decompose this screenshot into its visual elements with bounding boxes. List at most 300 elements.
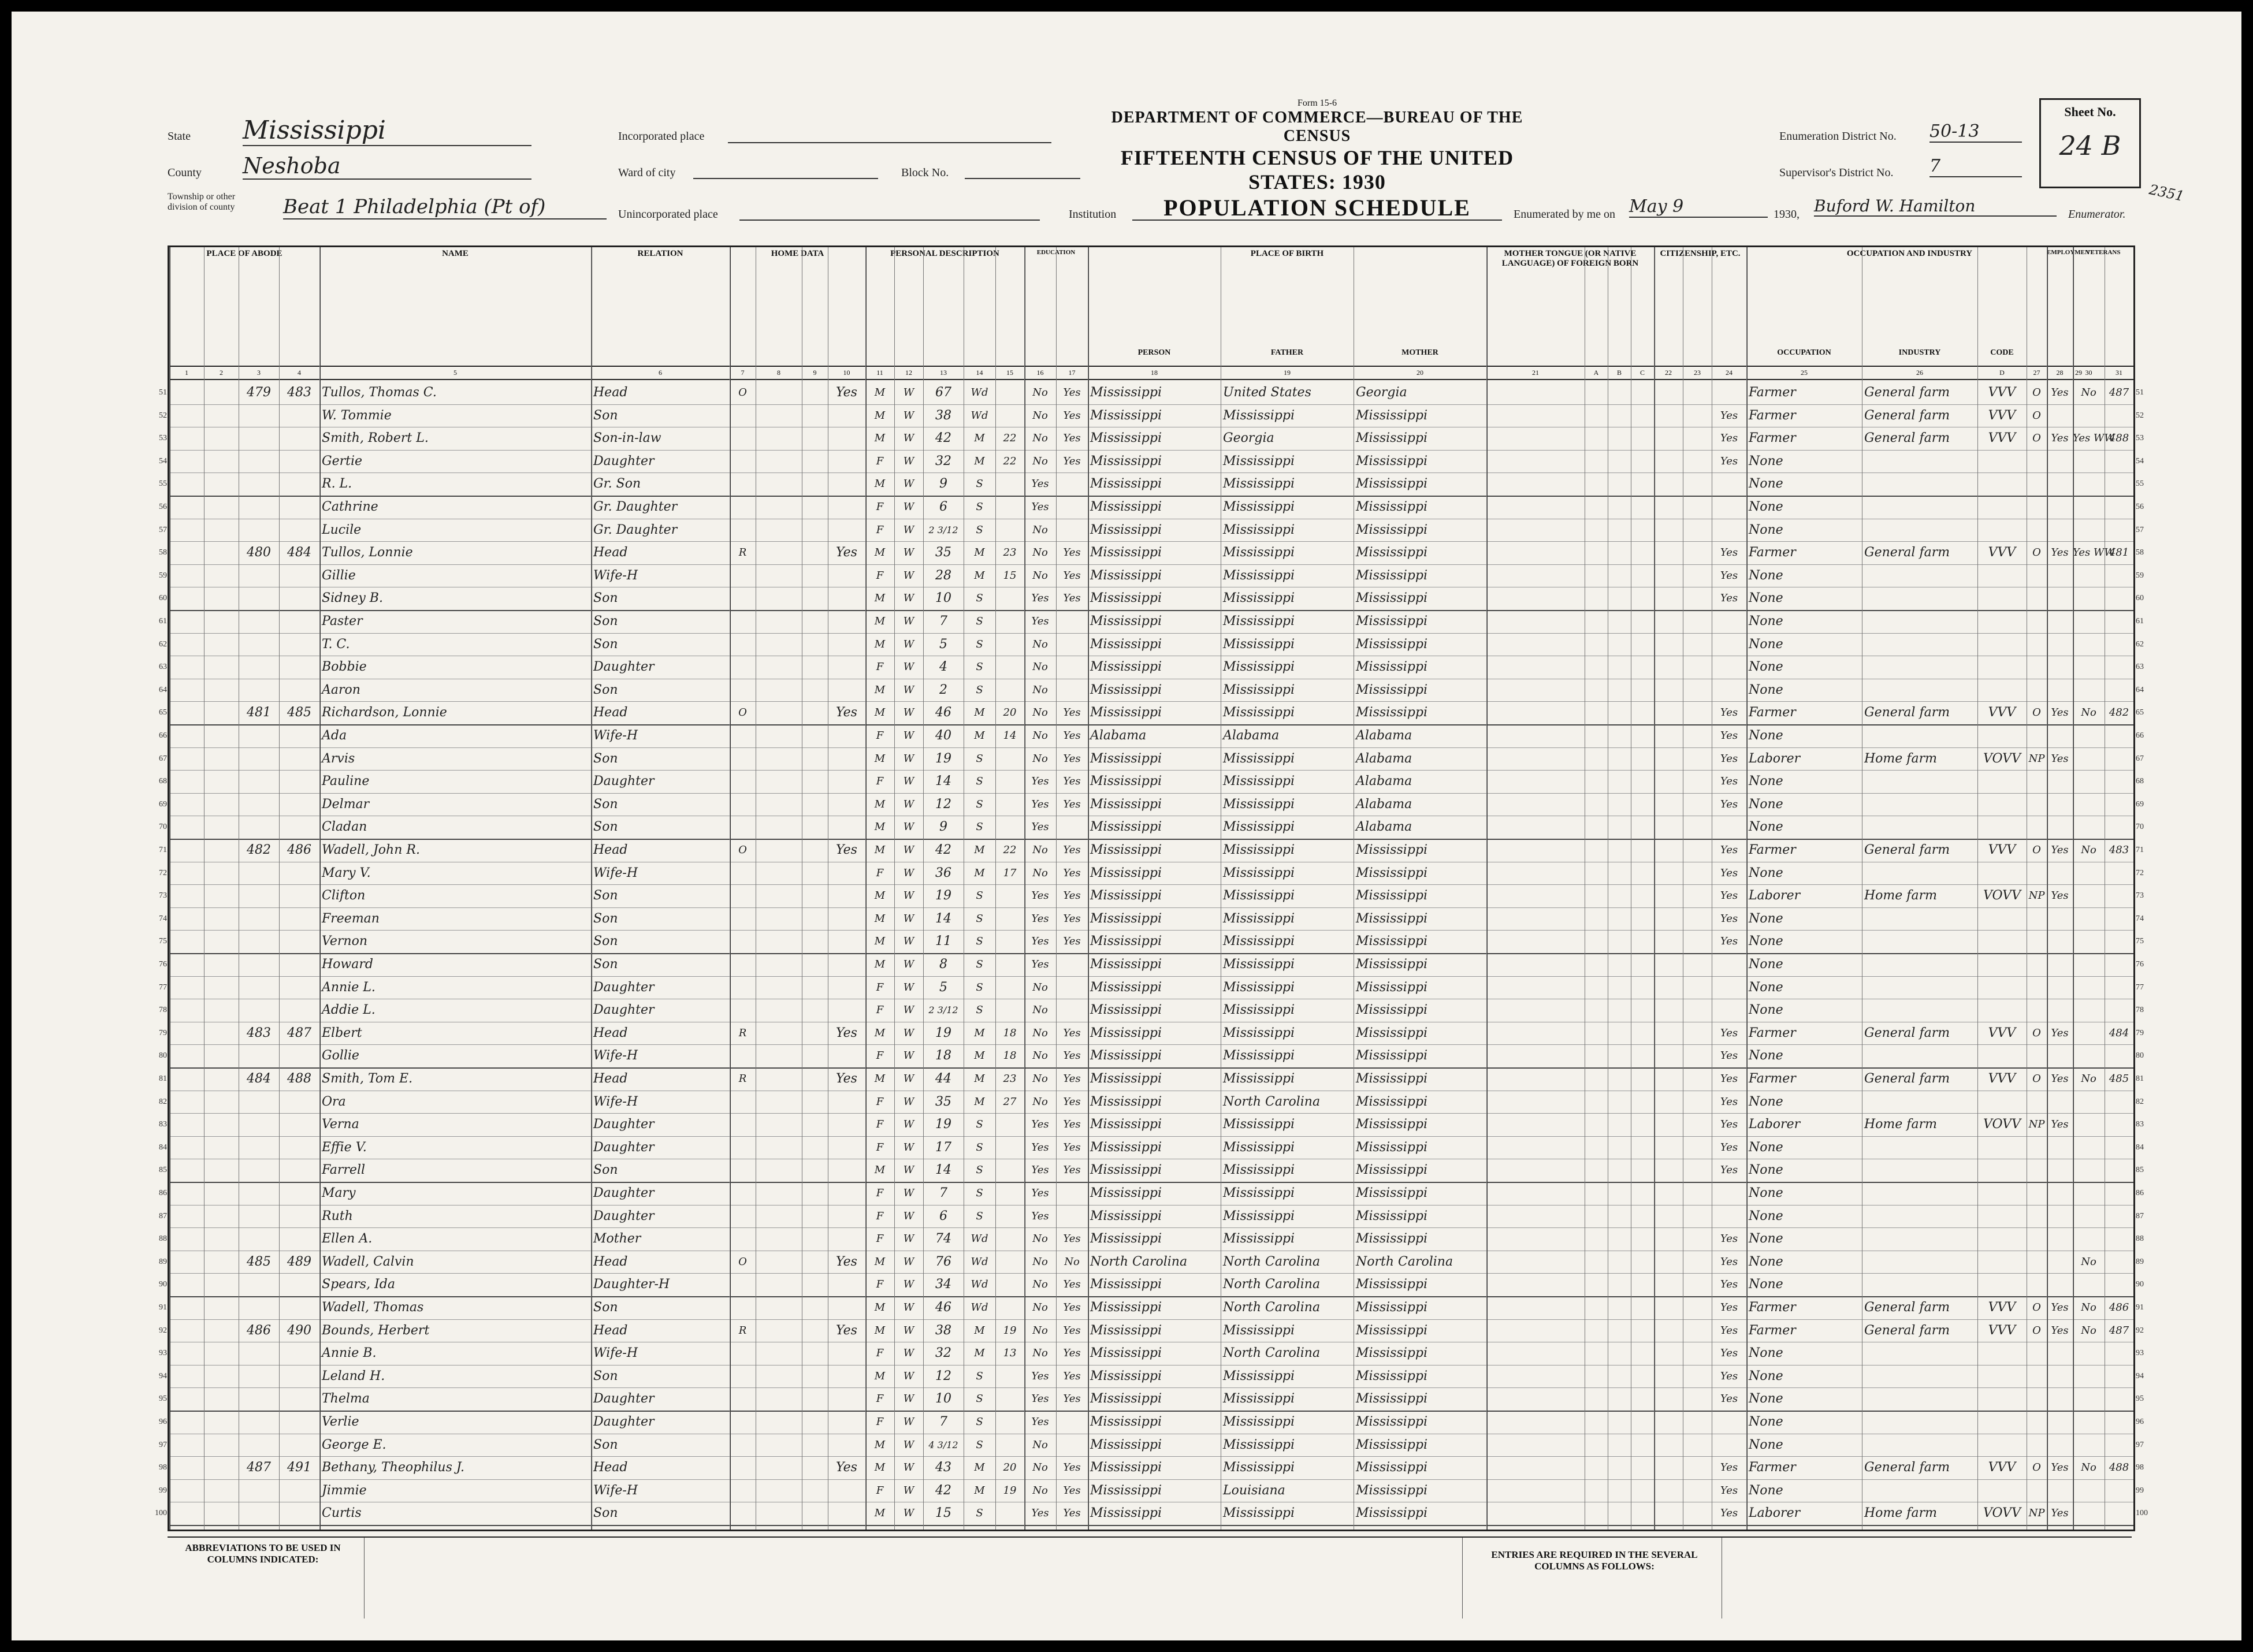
cell-cls: O [2032,1324,2041,1337]
cell-bp: Mississippi [1090,957,1162,972]
cell-mar: S [976,661,983,674]
cell-mar: S [976,1210,983,1222]
enumerator-name: Buford W. Hamilton [1814,196,2057,217]
cell-name: Smith, Tom E. [322,1071,413,1086]
cell-emp: Yes [2051,386,2069,399]
cell-agem: 17 [1003,866,1017,879]
row-number-right: 75 [2136,937,2144,946]
cell-mar: S [976,1507,983,1520]
cell-sex: F [876,1347,884,1360]
cell-code: VVV [1988,431,2016,446]
cell-occ: None [1749,682,1783,697]
row-number: 68 [159,777,167,786]
column-number: 13 [940,369,947,377]
cell-race: W [903,638,914,650]
cell-mar: S [976,912,983,925]
cell-race: W [903,1164,914,1177]
row-number: 88 [159,1234,167,1244]
cell-sch: Yes [1031,1164,1049,1177]
cell-rel: Wife-H [593,1483,638,1498]
cell-mar: Wd [971,386,988,399]
cell-eng: Yes [1720,1026,1738,1039]
enumerated-year: 1930, [1774,208,1800,221]
cell-occ: None [1749,637,1783,652]
cell-mbp: North Carolina [1356,1254,1453,1269]
cell-rel: Head [593,843,628,857]
table-row [159,907,2144,931]
cell-mbp: Mississippi [1356,408,1427,423]
cell-occ: None [1749,865,1783,880]
cell-bp: Mississippi [1090,705,1162,720]
cell-sch: Yes [1031,958,1049,970]
cell-fbp: North Carolina [1223,1346,1321,1361]
cell-mbp: Mississippi [1356,1208,1427,1223]
cell-age: 67 [935,385,951,400]
cell-sex: F [876,981,884,994]
cell-fbp: North Carolina [1223,1254,1321,1269]
cell-d: 482 [247,843,271,857]
cell-farm: Yes [836,843,857,857]
cell-sch: No [1032,386,1048,399]
cell-mar: S [976,890,983,902]
row-number: 70 [159,823,167,832]
cell-sch: No [1032,523,1048,536]
table-row [159,404,2144,428]
cell-sex: M [874,1255,886,1268]
cell-occ: None [1749,934,1783,949]
cell-race: W [903,775,914,788]
cell-own: R [738,1324,747,1337]
cell-read: Yes [1063,1461,1081,1474]
column-number: 29 [2075,369,2082,377]
cell-name: Aaron [322,682,360,697]
cell-mar: M [974,546,985,559]
cell-age: 28 [935,568,951,583]
cell-sch: No [1032,844,1048,856]
cell-sch: No [1032,1255,1048,1268]
cell-code: VVV [1988,705,2016,720]
cell-sex: F [876,501,884,513]
row-number-right: 98 [2136,1463,2144,1472]
cell-race: W [903,1255,914,1268]
row-number: 87 [159,1211,167,1221]
cell-fbp: Mississippi [1223,1391,1295,1407]
cell-agem: 20 [1003,1461,1017,1474]
block-label: Block No. [901,166,949,179]
cell-mbp: Mississippi [1356,1506,1427,1521]
cell-mbp: Mississippi [1356,1186,1427,1200]
cell-mbp: Alabama [1356,820,1412,835]
cell-fbp: Georgia [1223,431,1274,446]
cell-mbp: Mississippi [1356,568,1427,583]
cell-bp: Mississippi [1090,797,1162,812]
row-number: 85 [159,1166,167,1175]
cell-sex: F [876,569,884,582]
cell-race: W [903,912,914,925]
state-value: Mississippi [243,116,531,146]
cell-fbp: Mississippi [1223,1003,1295,1018]
ward-line [693,163,878,179]
cell-ind: General farm [1864,1460,1950,1475]
cell-mar: Wd [971,1278,988,1291]
row-number-right: 58 [2136,548,2144,557]
cell-sex: M [874,478,886,490]
row-number: 84 [159,1143,167,1152]
cell-ind: General farm [1864,1071,1950,1086]
column-number: 9 [813,369,817,377]
cell-age: 6 [939,1208,947,1223]
cell-f: 488 [287,1071,311,1086]
cell-rel: Son [593,637,618,652]
cell-read: Yes [1063,592,1081,605]
column-number: 28 [2056,369,2064,377]
row-number-right: 89 [2136,1257,2144,1266]
cell-read: Yes [1063,1507,1081,1520]
column-number: 30 [2085,369,2092,377]
cell-mar: Wd [971,1255,988,1268]
cell-bp: Mississippi [1090,1437,1162,1452]
cell-age: 40 [935,728,951,743]
row-number-right: 88 [2136,1234,2144,1244]
cell-age: 15 [935,1506,951,1521]
cell-sch: No [1032,1484,1048,1497]
row-number: 95 [159,1394,167,1404]
cell-agem: 23 [1003,546,1017,559]
cell-fbp: Mississippi [1223,568,1295,583]
cell-farm: Yes [836,1460,857,1475]
cell-rel: Son [593,911,618,926]
cell-d: 480 [247,545,271,560]
cell-name: Spears, Ida [322,1277,395,1292]
cell-f: 489 [287,1254,311,1269]
cell-bp: Mississippi [1090,843,1162,857]
cell-name: Wadell, John R. [322,843,420,857]
column-line [169,247,170,1530]
table-row [159,1022,2144,1045]
cell-sex: F [876,1004,884,1017]
row-number-right: 86 [2136,1189,2144,1197]
cell-mbp: Mississippi [1356,1460,1427,1475]
row-number-right: 52 [2136,411,2144,420]
row-number: 98 [159,1463,167,1472]
cell-d: 483 [247,1025,271,1040]
cell-farmno: 487 [2109,1324,2129,1337]
table-row [159,427,2144,451]
cell-mar: S [976,501,983,513]
column-line [279,247,280,1530]
cell-sch: No [1032,638,1048,650]
table-row [159,1067,2144,1091]
row-number-right: 91 [2136,1303,2144,1312]
cell-name: Bethany, Theophilus J. [322,1460,464,1475]
row-number-right: 64 [2136,685,2144,694]
cell-eng: Yes [1720,844,1738,856]
cell-age: 19 [935,1117,951,1132]
table-row [159,701,2144,725]
cell-eng: Yes [1720,1164,1738,1177]
cell-cls: NP [2028,1507,2045,1520]
table-row [159,587,2144,611]
schedule-title: POPULATION SCHEDULE [1163,195,1471,221]
cell-read: Yes [1063,844,1081,856]
cell-name: Smith, Robert L. [322,431,429,446]
cell-age: 42 [935,431,951,446]
row-number-right: 78 [2136,1006,2144,1015]
cell-occ: None [1749,1415,1783,1429]
cell-eng: Yes [1720,1255,1738,1268]
cell-rel: Gr. Daughter [593,500,678,514]
cell-agem: 22 [1003,432,1017,445]
cell-vet: Yes WW [2073,432,2115,445]
cell-race: W [903,1393,914,1405]
cell-occ: Farmer [1749,408,1796,423]
cell-occ: Farmer [1749,1323,1796,1338]
cell-mar: S [976,1416,983,1428]
row-number-right: 96 [2136,1417,2144,1426]
cell-mbp: Mississippi [1356,980,1427,995]
cell-mar: S [976,523,983,536]
group-employment: EMPLOYMENT [2047,249,2094,256]
cell-sch: No [1032,661,1048,674]
table-row [159,884,2144,908]
cell-rel: Head [593,1460,628,1475]
cell-read: Yes [1063,546,1081,559]
cell-f: 484 [287,545,311,560]
row-number-right: 53 [2136,434,2144,443]
cell-name: Clifton [322,888,366,903]
cell-fbp: Alabama [1223,728,1280,743]
cell-race: W [903,1438,914,1451]
unincorporated-label: Unincorporated place [618,208,718,221]
cell-occ: None [1749,1346,1783,1361]
cell-vet: No [2081,1324,2096,1337]
cell-eng: Yes [1720,798,1738,810]
cell-farm: Yes [836,705,857,720]
cell-name: Vernon [322,934,367,949]
cell-bp: Mississippi [1090,1071,1162,1086]
institution-label: Institution [1069,208,1117,221]
cell-age: 44 [935,1071,951,1086]
cell-f: 485 [287,705,311,720]
cell-f: 487 [287,1025,311,1040]
cell-age: 35 [935,1094,951,1109]
cell-age: 42 [935,843,951,857]
cell-sex: M [874,1164,886,1177]
cell-name: Addie L. [322,1003,376,1018]
cell-age: 2 3/12 [928,1004,958,1016]
cell-fbp: Mississippi [1223,1163,1295,1178]
cell-bp: Mississippi [1090,1208,1162,1223]
cell-age: 74 [935,1231,951,1247]
cell-fbp: Mississippi [1223,1140,1295,1155]
cell-sex: F [876,1484,884,1497]
row-number-right: 76 [2136,960,2144,969]
column-number: D [1999,369,2005,377]
cell-age: 9 [939,477,947,492]
cell-sch: Yes [1031,1187,1049,1199]
row-number: 94 [159,1371,167,1381]
cell-read: Yes [1063,730,1081,742]
group-home: HOME DATA [771,249,824,258]
cell-mbp: Mississippi [1356,660,1427,675]
cell-rel: Son [593,797,618,812]
cell-mbp: Mississippi [1356,500,1427,514]
cell-eng: Yes [1720,592,1738,605]
cell-rel: Son [593,1437,618,1452]
cell-name: Curtis [322,1506,362,1521]
cell-fbp: Mississippi [1223,980,1295,995]
cell-age: 9 [939,820,947,835]
column-line [995,247,996,1530]
cell-mar: M [974,1073,985,1085]
cell-emp: Yes [2051,1301,2069,1314]
table-row [159,976,2144,1000]
cell-age: 76 [935,1254,951,1269]
table-row [159,1434,2144,1457]
cell-mar: M [974,432,985,445]
cell-race: W [903,1141,914,1154]
cell-mar: Wd [971,1301,988,1314]
cell-read: Yes [1063,432,1081,445]
row-number-right: 60 [2136,594,2144,603]
row-number-right: 54 [2136,456,2144,466]
cell-race: W [903,1507,914,1520]
cell-race: W [903,1187,914,1199]
cell-sex: M [874,546,886,559]
cell-sch: Yes [1031,1416,1049,1428]
cell-fbp: Mississippi [1223,934,1295,949]
cell-fbp: Mississippi [1223,1186,1295,1200]
cell-read: Yes [1063,912,1081,925]
cell-occ: Laborer [1749,751,1801,766]
cell-rel: Wife-H [593,1346,638,1361]
cell-race: W [903,1370,914,1382]
cell-name: Annie B. [322,1346,377,1361]
cell-sch: Yes [1031,615,1049,627]
cell-d: 487 [247,1460,271,1475]
cell-mbp: Mississippi [1356,522,1427,537]
row-number: 80 [159,1051,167,1061]
cell-name: Lucile [322,522,362,537]
cell-occ: None [1749,591,1783,606]
column-number: C [1639,369,1645,377]
block-line [965,163,1080,179]
cell-sex: F [876,1141,884,1154]
group-name: NAME [442,249,469,258]
table-row [159,724,2144,748]
cell-sex: F [876,1095,884,1108]
cell-farm: Yes [836,1025,857,1040]
cell-sex: M [874,890,886,902]
row-number: 100 [155,1509,167,1518]
cell-eng: Yes [1720,730,1738,742]
cell-fbp: Mississippi [1223,1437,1295,1452]
table-row [159,679,2144,702]
cell-name: Arvis [322,751,355,766]
cell-occ: None [1749,820,1783,835]
column-number: 26 [1916,369,1923,377]
cell-bp: Mississippi [1090,1025,1162,1040]
cell-occ: None [1749,614,1783,628]
table-row [159,862,2144,885]
row-number-right: 97 [2136,1440,2144,1449]
table-row [159,770,2144,794]
cell-bp: Mississippi [1090,682,1162,697]
cell-sch: Yes [1031,935,1049,948]
row-number-right: 83 [2136,1120,2144,1129]
cell-bp: Mississippi [1090,431,1162,446]
table-row [159,1342,2144,1365]
cell-eng: Yes [1720,569,1738,582]
cell-race: W [903,501,914,513]
cell-cls: O [2032,1073,2041,1085]
supervisor-label: Supervisor's District No. [1779,166,1894,179]
row-number: 56 [159,503,167,511]
cell-race: W [903,730,914,742]
cell-read: Yes [1063,752,1081,765]
row-number: 89 [159,1257,167,1266]
cell-read: Yes [1063,1370,1081,1382]
cell-d: 484 [247,1071,271,1086]
abbreviations-title: ABBREVIATIONS TO BE USED IN COLUMNS INDICATED: [185,1542,341,1565]
cell-name: Annie L. [322,980,376,995]
cell-rel: Son [593,934,618,949]
cell-bp: Mississippi [1090,1506,1162,1521]
cell-name: Ruth [322,1208,353,1223]
row-number-right: 67 [2136,754,2144,763]
cell-code: VOVV [1983,888,2021,903]
group-birth: PLACE OF BIRTH [1250,249,1324,258]
cell-emp: Yes [2051,1324,2069,1337]
cell-rel: Head [593,385,628,400]
column-number: 11 [876,369,883,377]
cell-race: W [903,935,914,948]
cell-farm: Yes [836,545,857,560]
table-row [159,496,2144,519]
cell-sex: F [876,1050,884,1062]
cell-agem: 23 [1003,1073,1017,1085]
cell-rel: Daughter-H [593,1277,670,1292]
cell-mbp: Mississippi [1356,705,1427,720]
column-line [1024,247,1025,1530]
column-number: 10 [843,369,850,377]
cell-sch: No [1032,752,1048,765]
column-number: 4 [298,369,301,377]
cell-sex: M [874,1507,886,1520]
cell-read: Yes [1063,1324,1081,1337]
unincorporated-line [739,204,1040,221]
row-number-right: 72 [2136,868,2144,877]
cell-own: O [738,1255,747,1268]
cell-read: Yes [1063,1233,1081,1245]
cell-occ: None [1749,1368,1783,1383]
row-number-right: 84 [2136,1143,2144,1152]
cell-rel: Son [593,1163,618,1178]
cell-race: W [903,523,914,536]
table-row [159,1205,2144,1229]
column-line [591,247,592,1530]
cell-mar: M [974,1095,985,1108]
cell-sex: M [874,844,886,856]
row-number: 96 [159,1417,167,1426]
cell-ind: General farm [1864,1025,1950,1040]
cell-farmno: 488 [2109,432,2129,445]
cell-age: 14 [935,1163,951,1178]
table-row [159,1227,2144,1251]
cell-fbp: North Carolina [1223,1094,1321,1109]
cell-code: VVV [1988,1025,2016,1040]
cell-own: O [738,386,747,399]
